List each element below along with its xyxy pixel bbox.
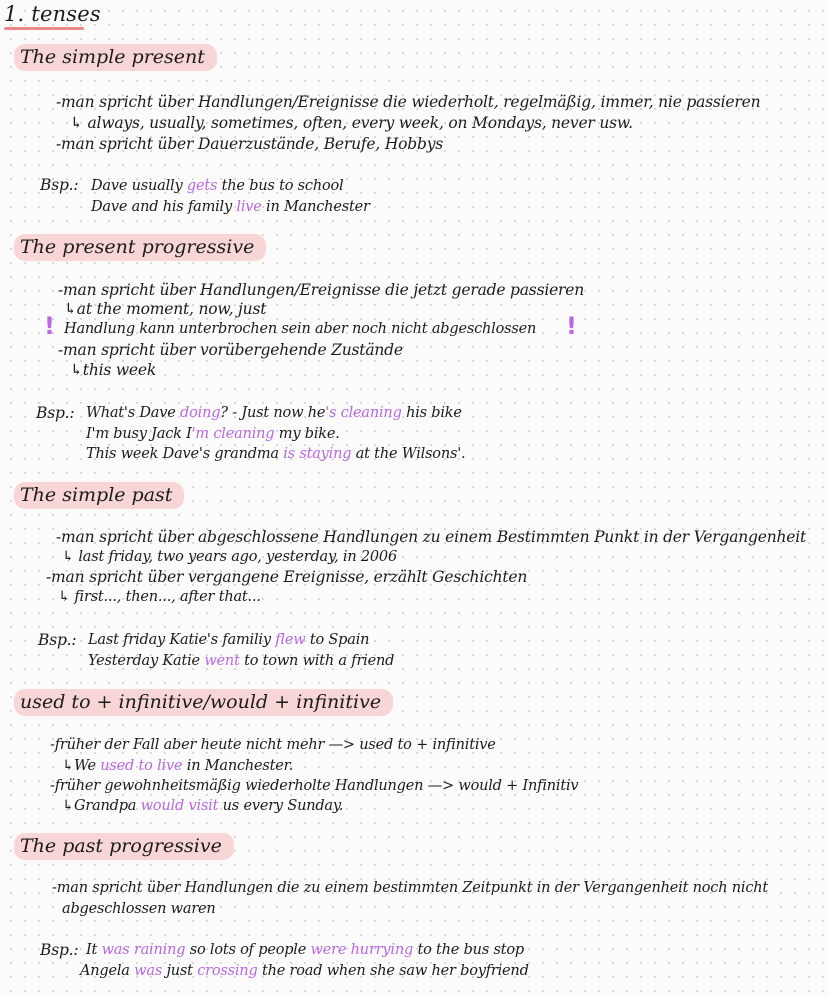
simple-past-example-1: Last friday Katie's familiy flew to Spain [88, 632, 370, 648]
heading-simple-past: The simple past [14, 482, 184, 509]
simple-present-line-2: ↳ always, usually, sometimes, often, every week, on Mondays, never usw. [70, 114, 633, 132]
simple-past-line-1: -man spricht über abgeschlossene Handlungen zu einem Bestimmten Punkt in der Vergangenheit [56, 528, 807, 546]
present-progressive-example-3: This week Dave's grandma is staying at the Wilsons'. [86, 446, 466, 462]
simple-present-line-1: -man spricht über Handlungen/Ereignisse die wiederholt, regelmäßig, immer, nie passieren [56, 93, 761, 111]
simple-past-line-4: ↳ first..., then..., after that... [58, 589, 261, 605]
present-progressive-line-5: ↳this week [70, 361, 157, 379]
used-to-line-3: -früher gewohnheitsmäßig wiederholte Handlungen —> would + Infinitiv [50, 778, 579, 794]
used-to-line-1: -früher der Fall aber heute nicht mehr —> used to + infinitive [50, 737, 496, 753]
past-progressive-line-1: -man spricht über Handlungen die zu einem bestimmten Zeitpunkt in der Vergangenheit noch nicht [52, 880, 769, 896]
past-progressive-example-label: Bsp.: [40, 941, 79, 959]
simple-present-line-3: -man spricht über Dauerzustände, Berufe, Hobbys [56, 135, 444, 153]
present-progressive-line-1: -man spricht über Handlungen/Ereignisse die jetzt gerade passieren [58, 281, 585, 299]
used-to-line-2: ↳We used to live in Manchester. [62, 758, 294, 774]
present-progressive-line-4: -man spricht über vorübergehende Zustände [58, 341, 403, 359]
simple-present-example-label: Bsp.: [40, 176, 79, 194]
exclamation-icon-right: ! [566, 312, 577, 340]
past-progressive-example-1: It was raining so lots of people were hurrying to the bus stop [86, 942, 524, 958]
heading-past-progressive: The past progressive [14, 833, 234, 860]
past-progressive-line-2: abgeschlossen waren [62, 901, 216, 917]
simple-present-example-1: Dave usually gets the bus to school [91, 178, 344, 194]
present-progressive-example-2: I'm busy Jack I'm cleaning my bike. [86, 426, 340, 442]
heading-simple-present: The simple present [14, 44, 217, 71]
present-progressive-line-2: ↳at the moment, now, just [64, 300, 267, 318]
heading-present-progressive: The present progressive [14, 234, 266, 261]
simple-past-line-2: ↳ last friday, two years ago, yesterday, in 2006 [62, 549, 397, 565]
past-progressive-example-2: Angela was just crossing the road when she saw her boyfriend [80, 963, 529, 979]
present-progressive-example-1: What's Dave doing? - Just now he's cleaning his bike [86, 405, 462, 421]
simple-past-example-2: Yesterday Katie went to town with a friend [88, 653, 395, 669]
heading-used-to: used to + infinitive/would + infinitive [14, 689, 393, 716]
page-title: 1. tenses [4, 2, 101, 26]
exclamation-icon-left: ! [44, 312, 55, 340]
simple-past-line-3: -man spricht über vergangene Ereignisse, erzählt Geschichten [46, 568, 528, 586]
simple-present-example-2: Dave and his family live in Manchester [91, 199, 370, 215]
present-progressive-example-label: Bsp.: [36, 404, 75, 422]
present-progressive-line-3: Handlung kann unterbrochen sein aber noch nicht abgeschlossen [64, 321, 537, 337]
title-underline [4, 27, 84, 30]
used-to-line-4: ↳Grandpa would visit us every Sunday. [62, 798, 344, 814]
simple-past-example-label: Bsp.: [38, 631, 77, 649]
